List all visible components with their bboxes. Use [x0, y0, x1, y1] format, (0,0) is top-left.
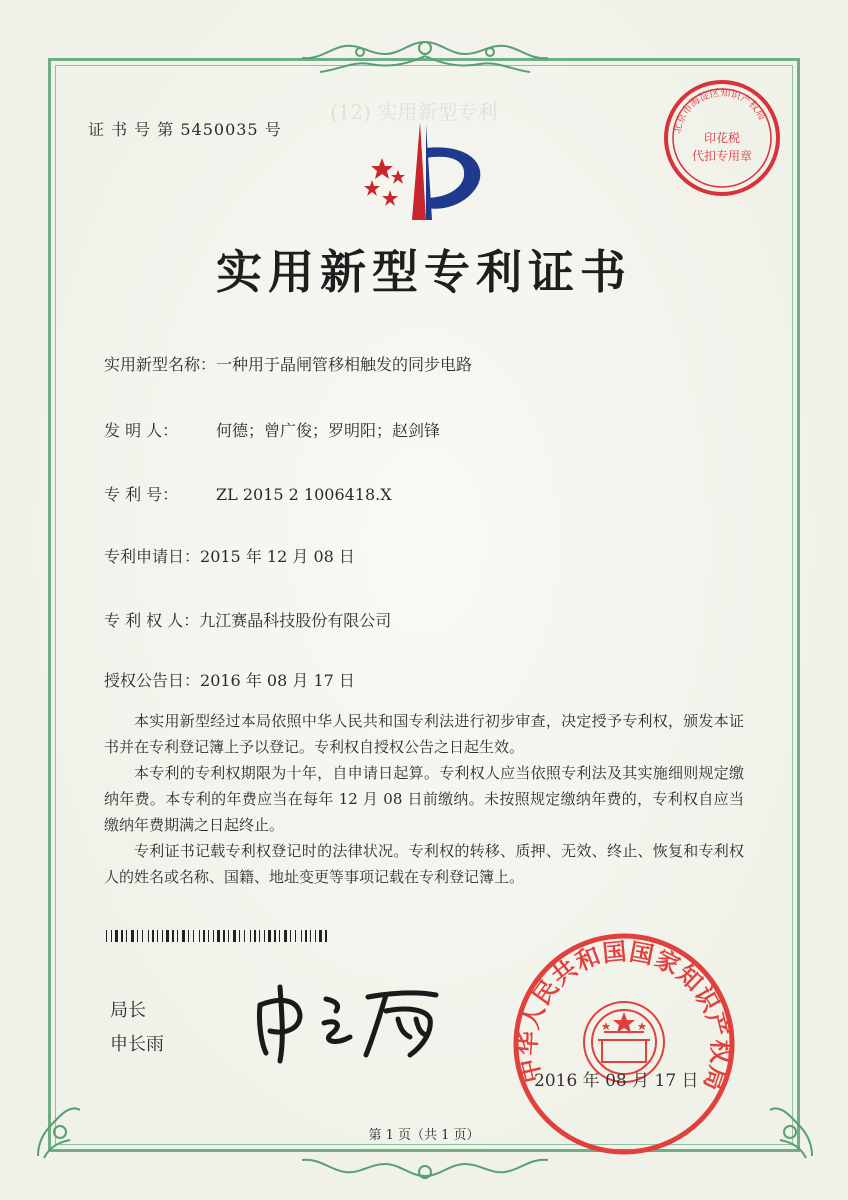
director-signature-icon — [240, 975, 450, 1065]
seal-date: 2016 年 08 月 17 日 — [534, 1071, 699, 1091]
inventor-row — [104, 418, 440, 441]
certificate-title: 实用新型专利证书 — [216, 245, 632, 299]
patentee-value: 九江赛晶科技股份有限公司 — [199, 611, 392, 630]
director-title: 局长 — [110, 1000, 146, 1021]
inventor-label: 发 明 人： — [104, 421, 179, 440]
seal-arc-text: 北京市海淀区知识产权局 — [672, 87, 768, 135]
filing-date-row — [104, 544, 355, 567]
utility-model-name-row — [104, 352, 472, 375]
body-paragraph-1: 本实用新型经过本局依照中华人民共和国专利法进行初步审查，决定授予专利权，颁发本证书并在专利登记簿上予以登记。专利权自授权公告之日起生效。 — [104, 712, 744, 756]
watermark-text: (12) 实用新型专利 — [330, 100, 498, 124]
filing-date-value: 2015 年 12 月 08 日 — [200, 547, 355, 566]
inventor-value: 何德；曾广俊；罗明阳；赵剑锋 — [216, 421, 441, 440]
certificate-number: 证 书 号 第 5450035 号 — [88, 120, 282, 139]
director-name: 申长雨 — [110, 1034, 164, 1055]
patentee-row — [104, 608, 391, 631]
page-footer: 第 1 页（共 1 页） — [368, 1128, 480, 1143]
patent-number-label: 专 利 号： — [104, 485, 179, 504]
utility-model-name-label: 实用新型名称： — [104, 355, 217, 374]
body-paragraph-3: 专利证书记载专利权登记时的法律状况。专利权的转移、质押、无效、终止、恢复和专利权人的姓名或名称、国籍、地址变更等事项记载在专利登记簿上。 — [104, 842, 744, 886]
patentee-label: 专 利 权 人： — [104, 611, 200, 630]
top-ornament-icon — [290, 34, 560, 82]
barcode-icon — [106, 930, 328, 942]
certificate-body — [104, 708, 744, 890]
grant-date-value: 2016 年 08 月 17 日 — [200, 671, 355, 690]
utility-model-name-value: 一种用于晶闸管移相触发的同步电路 — [216, 355, 473, 374]
tax-seal-icon — [660, 76, 784, 200]
patent-number-row — [104, 482, 392, 505]
svg-text:中华人民共和国国家知识产权局: 中华人民共和国国家知识产权局 — [513, 937, 735, 1096]
body-paragraph-2: 本专利的专利权期限为十年，自申请日起算。专利权人应当依照专利法及其实施细则规定缴纳年费。本专利的年费应当在每年 12 月 08 日前缴纳。未按照规定缴纳年费的，专利权自应当缴纳年费期满之日起终止。 — [104, 764, 744, 834]
svg-text:印花税: 印花税 — [703, 131, 741, 145]
patent-number-value: ZL 2015 2 1006418.X — [216, 485, 392, 504]
filing-date-label: 专利申请日： — [104, 547, 201, 566]
svg-text:代扣专用章: 代扣专用章 — [691, 149, 753, 163]
grant-date-row — [104, 668, 355, 691]
patent-office-logo-icon — [360, 118, 500, 228]
grant-date-label: 授权公告日： — [104, 671, 201, 690]
